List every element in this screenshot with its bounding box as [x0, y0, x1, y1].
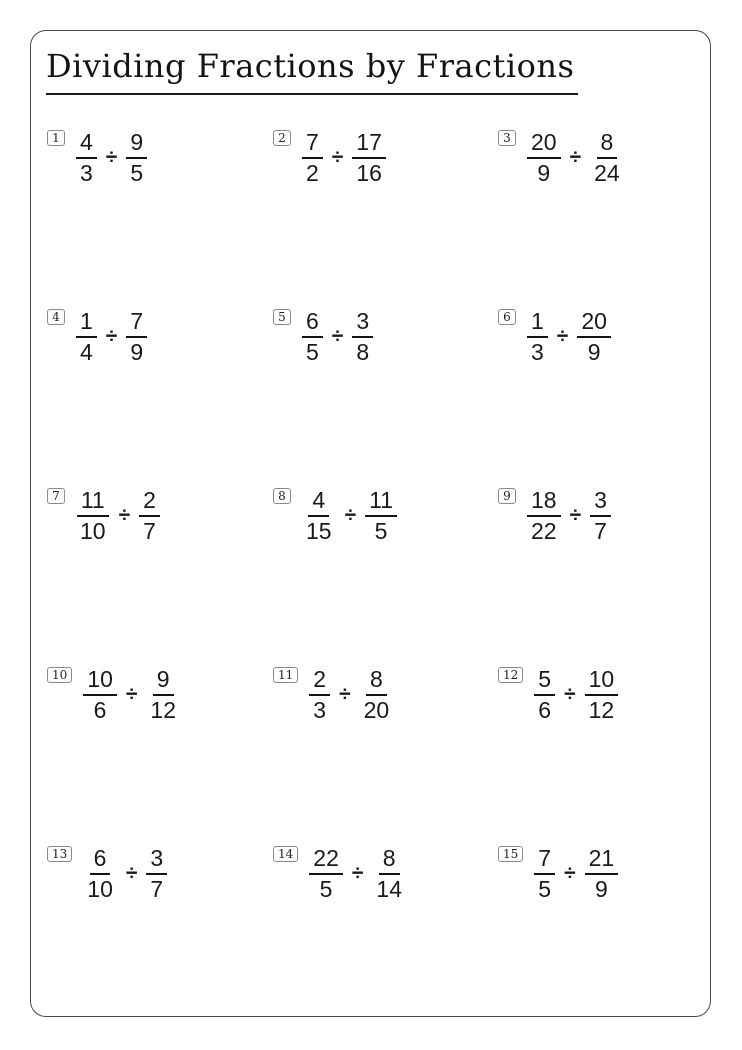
division-sign: ÷ — [339, 683, 351, 706]
problem-number-badge: 11 — [273, 667, 298, 683]
problem-number-badge: 14 — [273, 846, 298, 862]
divisor-numerator: 21 — [585, 847, 619, 875]
dividend-numerator: 22 — [309, 847, 343, 875]
divisor-numerator: 10 — [585, 668, 619, 696]
dividend-numerator: 7 — [302, 131, 323, 159]
divisor-denominator: 9 — [130, 339, 144, 365]
problem — [273, 843, 498, 905]
divisor-denominator: 8 — [356, 339, 370, 365]
problem — [47, 843, 273, 905]
division-sign: ÷ — [118, 504, 131, 527]
divisor-fraction — [372, 847, 406, 901]
dividend-fraction — [527, 489, 561, 543]
divisor-numerator: 9 — [153, 668, 174, 696]
dividend-numerator: 1 — [527, 310, 548, 338]
dividend-numerator: 6 — [90, 847, 111, 875]
divisor-numerator: 2 — [139, 489, 160, 517]
dividend-numerator: 1 — [76, 310, 97, 338]
divisor-numerator: 8 — [366, 668, 387, 696]
dividend-fraction — [309, 847, 343, 901]
divisor-numerator: 20 — [577, 310, 611, 338]
divisor-fraction — [352, 310, 373, 364]
dividend-numerator: 2 — [309, 668, 330, 696]
dividend-fraction — [534, 668, 555, 722]
dividend-numerator: 11 — [77, 489, 109, 517]
dividend-denominator: 3 — [531, 339, 544, 365]
problem-grid — [31, 127, 710, 1017]
problem-number-badge: 10 — [47, 667, 72, 683]
division-sign: ÷ — [351, 862, 364, 885]
dividend-numerator: 18 — [527, 489, 561, 517]
dividend-numerator: 4 — [76, 131, 97, 159]
dividend-denominator: 3 — [80, 160, 93, 186]
dividend-fraction — [309, 668, 330, 722]
dividend-denominator: 4 — [80, 339, 93, 365]
problem — [273, 485, 498, 547]
divisor-numerator: 8 — [379, 847, 400, 875]
division-sign: ÷ — [331, 146, 344, 169]
dividend-fraction — [302, 131, 323, 185]
divisor-numerator: 17 — [352, 131, 386, 159]
division-sign: ÷ — [564, 683, 576, 706]
division-sign: ÷ — [569, 504, 582, 527]
dividend-denominator: 22 — [531, 518, 557, 544]
divisor-numerator: 3 — [352, 310, 373, 338]
divisor-denominator: 12 — [588, 697, 615, 723]
division-sign: ÷ — [105, 325, 118, 348]
problem — [498, 485, 710, 547]
problem — [47, 485, 273, 547]
divisor-fraction — [585, 847, 619, 901]
division-sign: ÷ — [569, 146, 582, 169]
problem-number-badge: 5 — [273, 309, 291, 325]
divisor-fraction — [577, 310, 611, 364]
problem-number-badge: 4 — [47, 309, 65, 325]
division-sign: ÷ — [331, 325, 344, 348]
divisor-denominator: 5 — [374, 518, 388, 544]
dividend-fraction — [76, 310, 97, 364]
divisor-fraction — [352, 131, 386, 185]
dividend-denominator: 10 — [87, 876, 113, 902]
division-sign: ÷ — [564, 862, 576, 885]
divisor-fraction — [590, 489, 611, 543]
division-sign: ÷ — [125, 862, 138, 885]
problem — [498, 843, 710, 905]
divisor-fraction — [139, 489, 160, 543]
problem-number-badge: 8 — [273, 488, 291, 504]
dividend-denominator: 15 — [306, 518, 332, 544]
problem — [273, 306, 498, 368]
divisor-denominator: 9 — [595, 876, 608, 902]
problem-number-badge: 9 — [498, 488, 516, 504]
divisor-denominator: 5 — [130, 160, 144, 186]
division-sign: ÷ — [105, 146, 118, 169]
problem — [498, 306, 710, 368]
divisor-fraction — [146, 668, 180, 722]
dividend-numerator: 7 — [534, 847, 555, 875]
problem — [273, 664, 498, 726]
dividend-fraction — [302, 489, 336, 543]
division-sign: ÷ — [556, 325, 569, 348]
division-sign: ÷ — [344, 504, 357, 527]
worksheet-page-border — [30, 30, 711, 1017]
title-area — [46, 47, 710, 95]
dividend-denominator: 3 — [313, 697, 327, 723]
dividend-denominator: 5 — [538, 876, 552, 902]
dividend-numerator: 20 — [527, 131, 561, 159]
dividend-denominator: 5 — [306, 339, 319, 365]
problem-number-badge: 7 — [47, 488, 65, 504]
dividend-denominator: 6 — [538, 697, 552, 723]
dividend-numerator: 5 — [534, 668, 555, 696]
divisor-denominator: 7 — [143, 518, 156, 544]
problem-number-badge: 1 — [47, 130, 65, 146]
problem-number-badge: 15 — [498, 846, 523, 862]
divisor-numerator: 3 — [146, 847, 167, 875]
problem-number-badge: 6 — [498, 309, 516, 325]
divisor-numerator: 3 — [590, 489, 611, 517]
dividend-numerator: 6 — [302, 310, 323, 338]
divisor-denominator: 20 — [363, 697, 390, 723]
divisor-denominator: 14 — [376, 876, 402, 902]
dividend-denominator: 10 — [80, 518, 106, 544]
divisor-denominator: 7 — [594, 518, 607, 544]
divisor-numerator: 7 — [126, 310, 147, 338]
divisor-denominator: 7 — [150, 876, 164, 902]
divisor-numerator: 8 — [597, 131, 618, 159]
divisor-denominator: 12 — [150, 697, 176, 723]
dividend-fraction — [76, 131, 97, 185]
dividend-denominator: 5 — [319, 876, 333, 902]
problem — [273, 127, 498, 189]
divisor-fraction — [146, 847, 167, 901]
divisor-fraction — [585, 668, 619, 722]
division-sign: ÷ — [125, 683, 138, 706]
divisor-fraction — [126, 131, 147, 185]
dividend-fraction — [83, 668, 117, 722]
dividend-fraction — [534, 847, 555, 901]
problem-number-badge: 12 — [498, 667, 523, 683]
dividend-denominator: 2 — [306, 160, 319, 186]
problem — [47, 306, 273, 368]
dividend-fraction — [527, 310, 548, 364]
dividend-numerator: 4 — [308, 489, 329, 517]
problem — [47, 127, 273, 189]
divisor-numerator: 11 — [365, 489, 397, 517]
divisor-fraction — [590, 131, 624, 185]
divisor-denominator: 9 — [587, 339, 601, 365]
divisor-fraction — [126, 310, 147, 364]
divisor-fraction — [360, 668, 394, 722]
divisor-numerator: 9 — [126, 131, 147, 159]
problem — [47, 664, 273, 726]
dividend-numerator: 10 — [83, 668, 117, 696]
problem — [498, 127, 710, 189]
problem-number-badge: 3 — [498, 130, 516, 146]
problem-number-badge: 2 — [273, 130, 291, 146]
dividend-fraction — [76, 489, 110, 543]
problem — [498, 664, 710, 726]
dividend-denominator: 6 — [93, 697, 107, 723]
dividend-fraction — [83, 847, 117, 901]
dividend-fraction — [302, 310, 323, 364]
dividend-fraction — [527, 131, 561, 185]
page-title: Dividing Fractions by Fractions — [46, 47, 578, 95]
divisor-fraction — [365, 489, 397, 543]
dividend-denominator: 9 — [537, 160, 551, 186]
divisor-denominator: 24 — [594, 160, 620, 186]
problem-number-badge: 13 — [47, 846, 72, 862]
divisor-denominator: 16 — [356, 160, 382, 186]
